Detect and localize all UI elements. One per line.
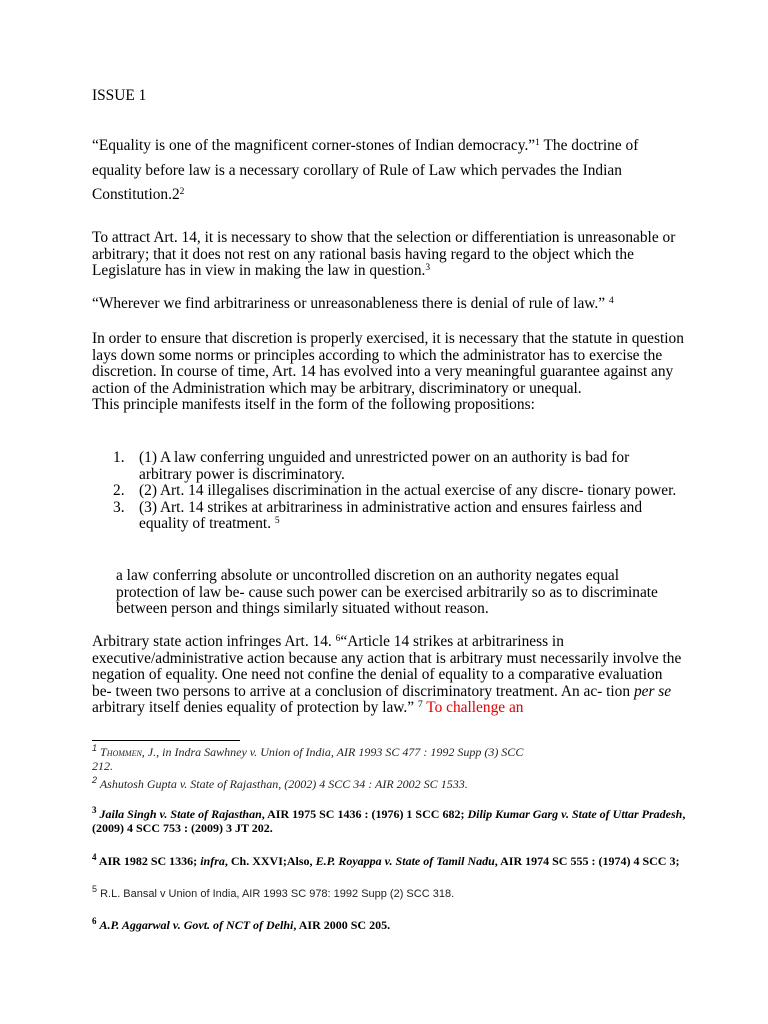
highlighted-text: To challenge an bbox=[422, 699, 524, 717]
list-item: 3. (3) Art. 14 strikes at arbitrariness in administrative action and ensures fairless and equality of treatment. $^5$ bbox=[113, 498, 643, 533]
footnote-4: $^4$ AIR 1982 SC 1336; infra, Ch. XXVI;Also, E.P. Royappa v. State of Tamil Nadu, AIR 1974 SC 555 : (1974) 4 SCC 3; bbox=[92, 852, 680, 868]
footnote-ref-4[interactable]: 4 bbox=[608, 296, 614, 306]
paragraph-discretion: In order to ensure that discretion is properly exercised, it is necessary that the statute in question lays down some norms or principles according to which the administrator has to exercise the discretion. In course of time, Art. 14 has evolved into a very meaningful guarantee against any action of the Administration which may be arbitrary, discriminatory or unequal. This principle manifests itself in the form of the following propositions: bbox=[92, 330, 684, 414]
equality-quote: “Equality is one of the magnificent corner-stones of Indian democracy.” bbox=[92, 137, 536, 154]
paragraph-equality: “Equality is one of the magnificent corner-stones of Indian democracy.”$^1$ The doctrine of equality before law is a necessary corollary of Rule of Law which pervades the Indian $Constitution.2^2$ bbox=[92, 137, 639, 203]
footnote-5: $^5$ R.L. Bansal v Union of India, AIR 1993 SC 978: 1992 Supp (2) SCC 318. bbox=[92, 884, 455, 900]
footnote-ref-7[interactable]: 7 bbox=[417, 700, 423, 711]
list-item: 1. (1) A law conferring unguided and unrestricted power on an authority is bad for arbitrary power is discriminatory. bbox=[113, 449, 630, 483]
paragraph-absolute-discretion: a law conferring absolute or uncontrolled discretion on an authority negates equal protection of law be- cause such power can be exercised arbitrarily so as to discriminate between person and things similarly situated without reason. bbox=[116, 567, 658, 618]
footnote-ref-5[interactable]: 5 bbox=[274, 516, 280, 527]
footnote-ref-3[interactable]: 3 bbox=[425, 263, 431, 274]
list-item: 2. (2) Art. 14 illegalises discrimination in the actual exercise of any discre- tionary power. bbox=[113, 482, 677, 500]
footnote-6: $^6$ A.P. Aggarwal v. Govt. of NCT of Delhi, AIR 2000 SC 205. bbox=[92, 916, 391, 932]
paragraph-arbitrary-state-action: Arbitrary state action infringes Art. 14. $^6$“Article 14 strikes at arbitrariness in executive/administrative action because any action that is arbitrary must necessarily involve the negation of equality. One need not confine the denial of equality to a comparative evaluation be- tween two persons to arrive at a conclusion of discriminatory treatment. An ac- tion per se arbitrary itself denies equality of protection by law.” $^7$ To challenge an bbox=[92, 633, 682, 717]
footnote-ref-6[interactable]: 6 bbox=[335, 634, 341, 644]
footnote-1: $^1$ Thommen, J., in Indra Sawhney v. Union of India, AIR 1993 SC 477 : 1992 Supp (3) SCC 212. bbox=[92, 743, 524, 773]
paragraph-arbitrariness-quote: “Wherever we find arbitrariness or unreasonableness there is denial of rule of law.” $^4$ bbox=[92, 295, 614, 312]
footnote-ref-2[interactable]: 2 bbox=[179, 187, 185, 197]
issue-heading: ISSUE 1 bbox=[92, 87, 147, 104]
paragraph-art14: To attract Art. 14, it is necessary to show that the selection or differentiation is unreasonable or arbitrary; that it does not rest on any rational basis having regard to the object which the Legislature has in view in making the law in question.$^3$ bbox=[92, 229, 676, 280]
propositions-list bbox=[92, 450, 684, 533]
footnote-ref-1[interactable]: 1 bbox=[535, 138, 540, 148]
footnote-2: $^2$ Ashutosh Gupta v. State of Rajasthan, (2002) 4 SCC 34 : AIR 2002 SC 1533. bbox=[92, 775, 468, 791]
footnote-3: $^3$ Jaila Singh v. State of Rajasthan, AIR 1975 SC 1436 : (1976) 1 SCC 682; Dilip Kumar Garg v. State of Uttar Pradesh, (2009) 4 SCC 753 : (2009) 3 JT 202. bbox=[92, 805, 686, 835]
footnote-separator bbox=[92, 740, 240, 741]
